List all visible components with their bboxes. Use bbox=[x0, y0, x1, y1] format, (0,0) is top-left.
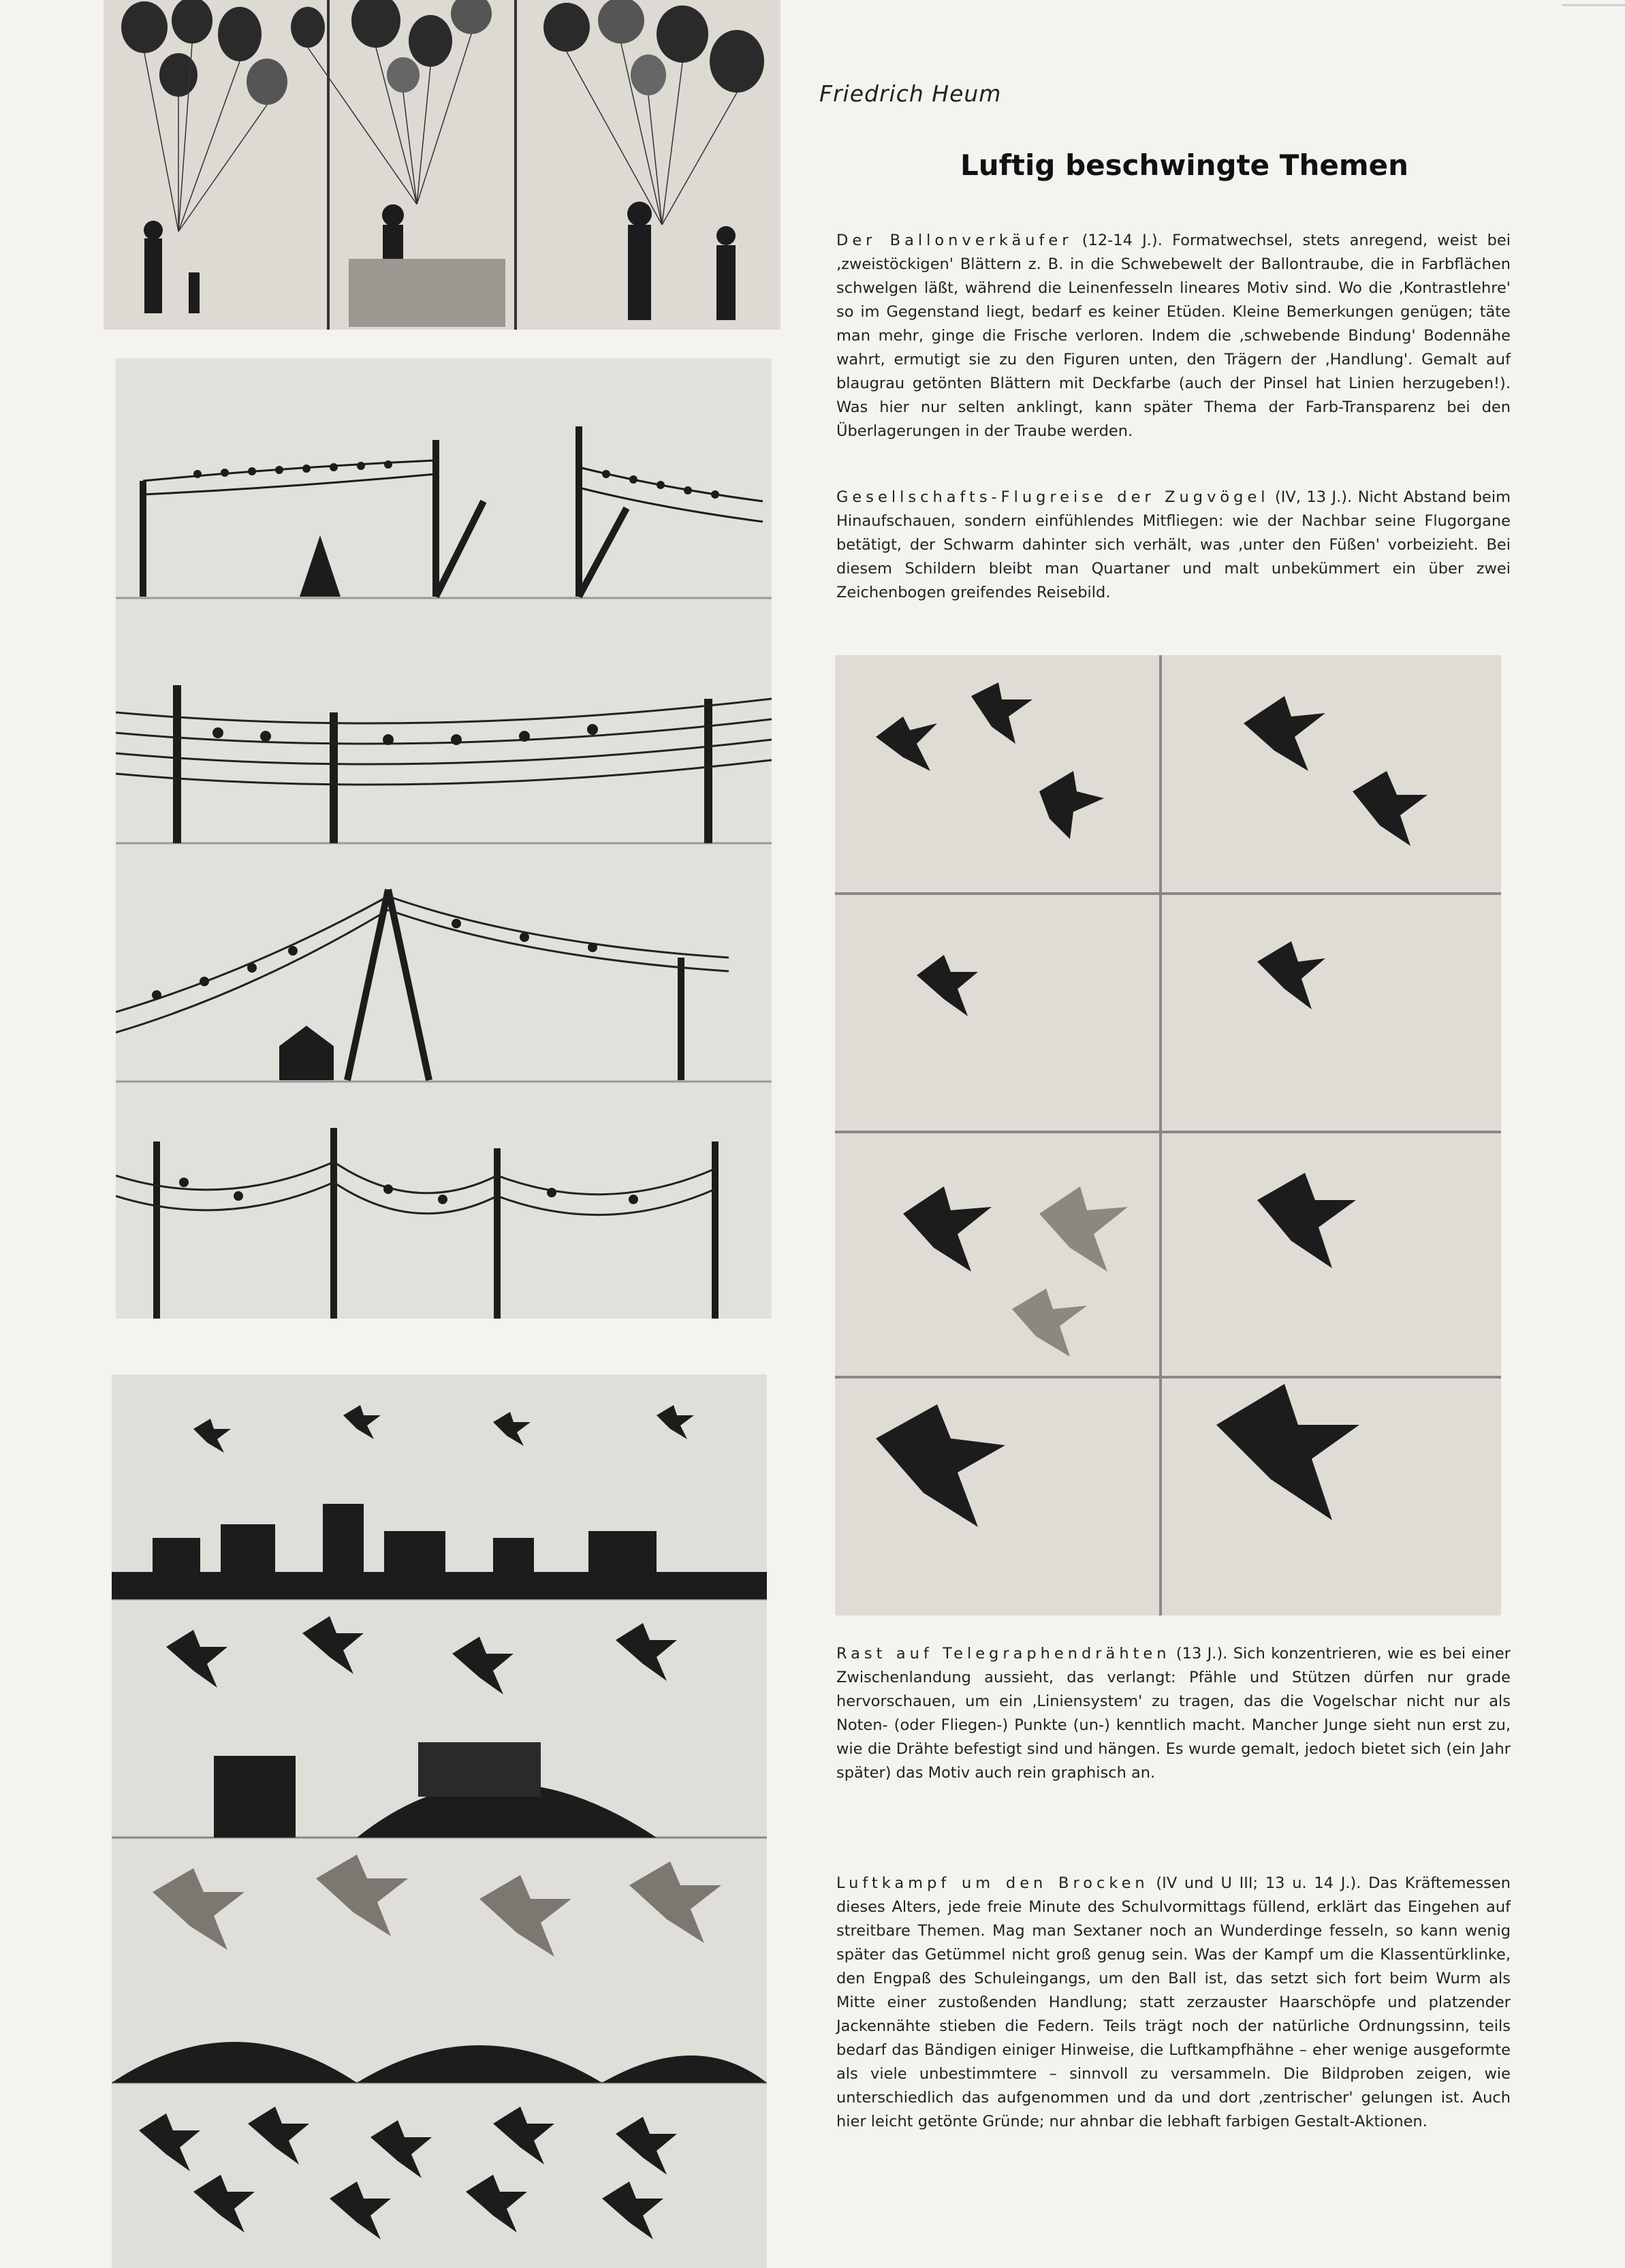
paragraph-body: (13 J.). Sich konzentrieren, wie es bei einer Zwischenlandung aussieht, das verlangt: Pfähle und Stützen dürfen nur grade hervorschauen, um ein ‚Liniensystem' zu tragen, das die Vogelschar nicht nur als Noten- (oder Fliegen-) Punkte (un-) kenntlich macht. Mancher Junge sieht nun erst zu, wie die Drähte befestigt sind und hängen. Es wurde gemalt, jedoch bietet sich (ein Jahr später) das Motiv auch rein graphisch an. bbox=[836, 1645, 1511, 1782]
plate-rest-on-telegraph-wires bbox=[116, 358, 772, 1319]
air-battle-illustration bbox=[112, 1374, 767, 2268]
paragraph-lead: Der Ballonverkäufer bbox=[836, 232, 1073, 249]
plate-balloon-seller bbox=[104, 0, 780, 330]
author-name: Friedrich Heum bbox=[819, 80, 1002, 107]
migratory-birds-illustration bbox=[835, 655, 1501, 1616]
paragraph-migratory-birds bbox=[836, 486, 1511, 605]
paragraph-lead: Luftkampf um den Brocken bbox=[836, 1874, 1149, 1892]
page-edge-line bbox=[1562, 4, 1625, 6]
plate-air-battle-brocken bbox=[112, 1374, 767, 2268]
plate-migratory-birds bbox=[835, 655, 1501, 1616]
telegraph-wires-illustration bbox=[116, 358, 772, 1319]
paragraph-balloon-seller bbox=[836, 229, 1511, 443]
paragraph-body: (IV, 13 J.). Nicht Abstand beim Hinaufschauen, sondern einfühlendes Mitfliegen: wie der Nachbar seine Flugorgane betätigt, der Schwarm dahinter sich verhält, was ‚unter den Füßen' vorbeizieht. Bei diesem Schildern bleibt man Quartaner und malt unbekümmert ein über zwei Zeichenbogen greifendes Reisebild. bbox=[836, 488, 1511, 601]
article-title: Luftig beschwingte Themen bbox=[960, 148, 1408, 182]
balloon-seller-illustration bbox=[104, 0, 780, 330]
paragraph-lead: Rast auf Telegraphendrähten bbox=[836, 1645, 1171, 1663]
paragraph-telegraph-wires bbox=[836, 1642, 1511, 1785]
paragraph-air-battle bbox=[836, 1872, 1511, 2134]
paragraph-body: (12-14 J.). Formatwechsel, stets anregend, weist bei ‚zweistöckigen' Blättern z. B. in die Schwebewelt der Ballontraube, die in Farbflächen schwelgen läßt, während die Leinenfesseln lineares Motiv sind. Wo die ‚Kontrastlehre' so im Gegenstand liegt, bedarf es keiner Etüden. Kleine Bemerkungen genügen; täte man mehr, ginge die Frische verloren. Indem die ‚schwebende Bindung' Bodennähe wahrt, ermutigt sie zu den Figuren unten, den Trägern der ‚Handlung'. Gemalt auf blaugrau getönten Blättern mit Deckfarbe (auch der Pinsel hat Linien herzugeben!). Was hier nur selten anklingt, kann später Thema der Farb-Transparenz bei den Überlagerungen in der Traube werden. bbox=[836, 232, 1511, 440]
paragraph-lead: Gesellschafts-Flugreise der Zugvögel bbox=[836, 488, 1269, 506]
paragraph-body: (IV und U III; 13 u. 14 J.). Das Kräftemessen dieses Alters, jede freie Minute des Schulvormittags füllend, erklärt das Eingehen auf streitbare Themen. Mag man Sextaner noch an Wunderdinge fesseln, so kann wenig später das Getümmel nicht groß genug sein. Was der Kampf um die Klassentürklinke, den Engpaß des Schuleingangs, um den Ball ist, das setzt sich fort beim Wurm als Mitte einer zustoßenden Handlung; statt zerzauster Haarschöpfe und platzender Jackennähte stieben die Federn. Teils trägt noch der natürliche Ordnungssinn, teils bedarf das Bändigen einiger Hinweise, die Luftkampfhähne – eher wenige ausgeformte als viele unbestimmtere – sinnvoll zu versammeln. Die Bildproben zeigen, wie unterschiedlich das aufgenommen und da und dort ‚zentrischer' gelungen ist. Auch hier leicht getönte Gründe; nur ahnbar die lebhaft farbigen Gestalt-Aktionen. bbox=[836, 1874, 1511, 2130]
